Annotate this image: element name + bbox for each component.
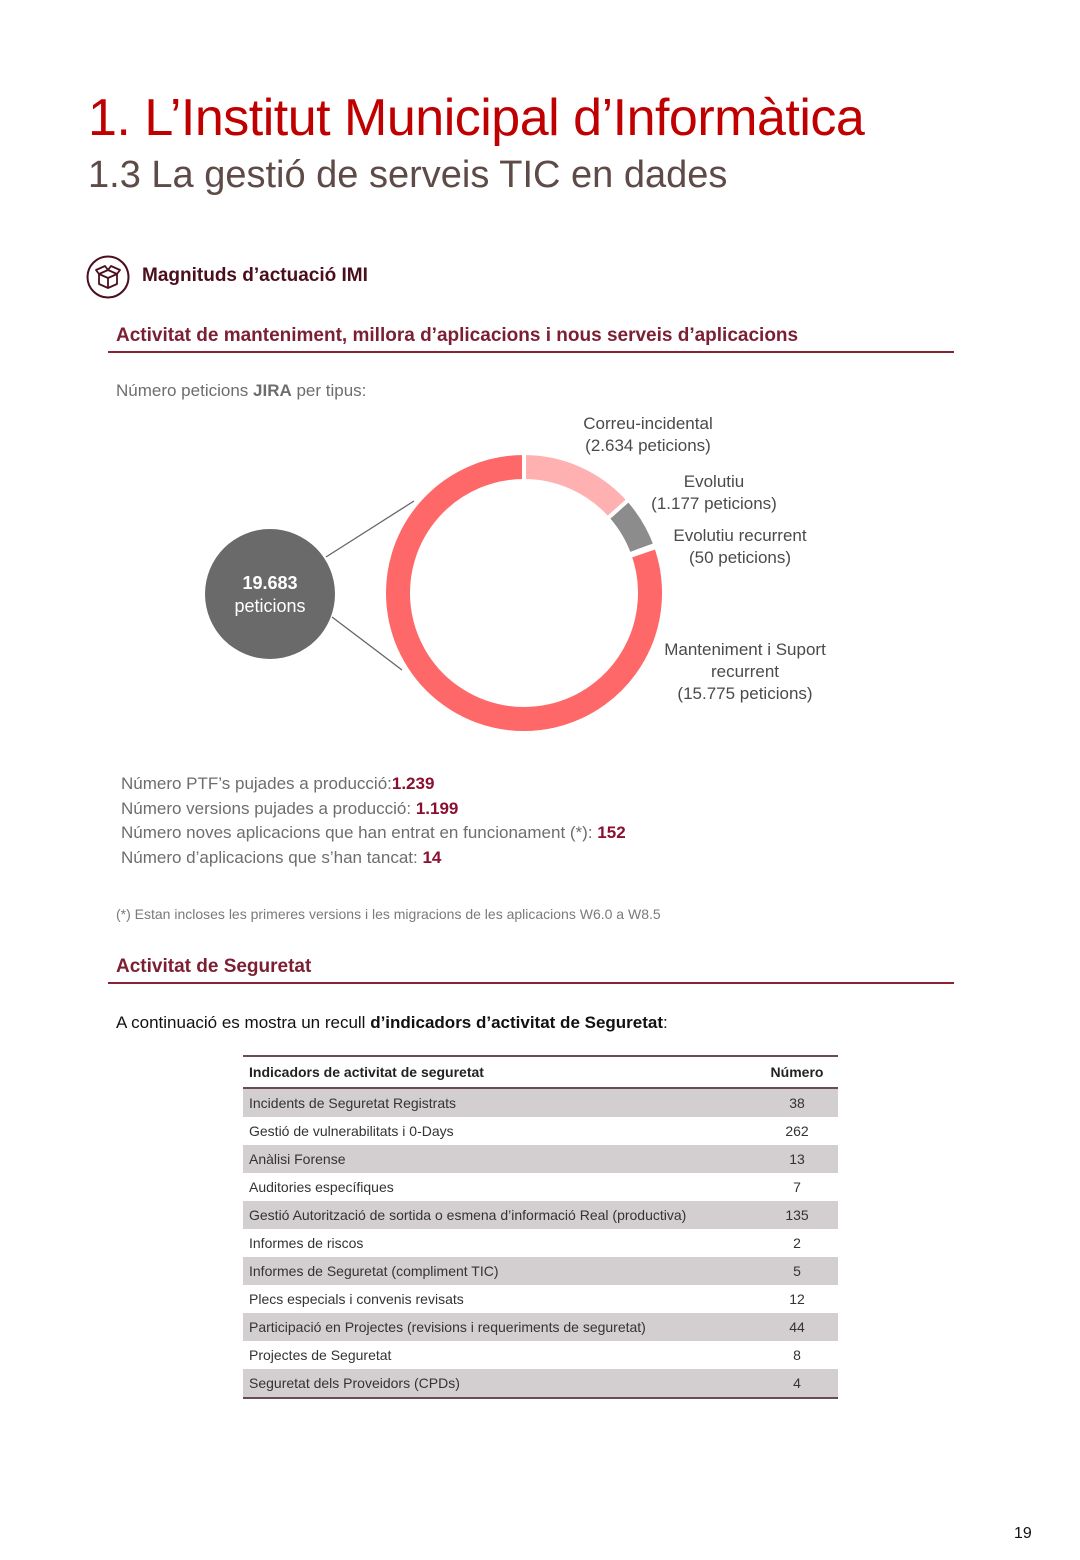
column-header-indicator: Indicadors de activitat de seguretat: [243, 1056, 756, 1088]
jira-label: [116, 381, 366, 401]
slice-name: Evolutiu: [683, 472, 745, 491]
row-label: Informes de Seguretat (compliment TIC): [243, 1257, 756, 1285]
jira-label-bold: JIRA: [253, 381, 292, 400]
footnote: (*) Estan incloses les primeres versions i les migracions de les aplicacions W6.0 a W8.5: [116, 906, 661, 922]
section-divider: [108, 982, 954, 984]
slice-name: Evolutiu recurrent: [673, 526, 807, 545]
row-value: 38: [756, 1088, 838, 1117]
table-row: [243, 1173, 838, 1201]
row-label: Plecs especials i convenis revisats: [249, 1291, 464, 1307]
total-bubble: [205, 529, 335, 659]
row-value: 44: [756, 1313, 838, 1341]
page-subtitle: 1.3 La gestió de serveis TIC en dades: [88, 154, 728, 196]
row-label: Gestió de vulnerabilitats i 0-Days: [249, 1123, 454, 1139]
slice-name-line2: recurrent: [710, 662, 780, 681]
metric-item: [121, 821, 626, 846]
row-value: 4: [756, 1369, 838, 1398]
table-row: [243, 1257, 838, 1285]
metric-label: Número PTF’s pujades a producció:: [121, 774, 392, 793]
row-label: Incidents de Seguretat Registrats: [243, 1088, 756, 1117]
slice-value: (50 peticions): [688, 548, 792, 567]
total-unit: peticions: [234, 596, 306, 616]
slice-name: Correu-incidental: [583, 414, 713, 433]
table-row: [243, 1201, 838, 1229]
row-label: Seguretat dels Proveidors (CPDs): [243, 1369, 756, 1398]
row-label: Projectes de Seguretat: [249, 1347, 392, 1363]
row-value: 13: [756, 1145, 838, 1173]
metric-item: [121, 772, 626, 797]
jira-donut-chart: [0, 400, 1080, 750]
row-value: 12: [789, 1291, 805, 1307]
table-row: [243, 1145, 838, 1173]
metric-value: 14: [422, 847, 442, 867]
row-value: 7: [793, 1179, 801, 1195]
row-label: Anàlisi Forense: [243, 1145, 756, 1173]
section-security-title: Activitat de Seguretat: [116, 956, 312, 977]
table-row: [243, 1117, 838, 1145]
magnituds-title: Magnituds d’actuació IMI: [142, 265, 368, 286]
slice-label-evolutiu: [634, 471, 794, 515]
slice-label-manteniment: [650, 639, 840, 705]
jira-label-prefix: Número peticions: [116, 381, 254, 400]
row-label: Informes de riscos: [249, 1235, 364, 1251]
slice-label-correu: [568, 413, 728, 457]
row-label: Gestió Autorització de sortida o esmena d’informació Real (productiva): [243, 1201, 756, 1229]
metric-item: [121, 846, 626, 871]
security-intro: [116, 1013, 668, 1033]
table-row: [243, 1369, 838, 1398]
slice-value: (1.177 peticions): [651, 494, 777, 513]
metric-label: Número noves aplicacions que han entrat en funcionament (*):: [121, 823, 598, 842]
page-title: 1. L’Institut Municipal d’Informàtica: [88, 89, 865, 147]
slice-name-line1: Manteniment i Suport: [664, 640, 826, 659]
table-row: [243, 1229, 838, 1257]
security-indicators-table: [243, 1055, 838, 1399]
metric-value: 1.199: [415, 798, 459, 818]
slice-label-evolutiu-recurrent: [655, 525, 825, 569]
row-value: 5: [756, 1257, 838, 1285]
page-number: 19: [1014, 1525, 1032, 1542]
table-row: [243, 1088, 838, 1117]
row-value: 262: [785, 1123, 809, 1139]
section-divider: [108, 351, 954, 353]
table-header-row: [243, 1056, 838, 1088]
slice-value: (15.775 peticions): [677, 684, 813, 703]
metric-label: Número d’aplicacions que s’han tancat:: [121, 847, 423, 867]
metrics-list: [121, 772, 626, 870]
section-maintenance-title: Activitat de manteniment, millora d’aplicacions i nous serveis d’aplicacions: [116, 325, 799, 346]
row-label: Auditories específiques: [249, 1179, 394, 1195]
intro-prefix: A continuació es mostra un recull: [116, 1013, 371, 1032]
donut-slice-correu-incidental: [524, 453, 629, 518]
intro-bold: d’indicadors d’activitat de Seguretat: [370, 1013, 664, 1032]
metric-item: [121, 797, 626, 822]
row-label: Participació en Projectes (revisions i requeriments de seguretat): [243, 1313, 756, 1341]
metric-value: 1.239: [391, 774, 435, 793]
metric-value: 152: [597, 823, 626, 842]
total-value: 19.683: [242, 573, 298, 593]
metric-label: Número versions pujades a producció:: [121, 798, 416, 818]
slice-value: (2.634 peticions): [585, 436, 711, 455]
table-row: [243, 1313, 838, 1341]
row-value: 2: [793, 1235, 801, 1251]
intro-suffix: :: [663, 1013, 668, 1032]
table-row: [243, 1341, 838, 1369]
row-value: 8: [793, 1347, 801, 1363]
table-row: [243, 1285, 838, 1313]
column-header-number: Número: [756, 1056, 838, 1088]
row-value: 135: [756, 1201, 838, 1229]
jira-label-suffix: per tipus:: [291, 381, 367, 400]
open-box-icon: [86, 255, 130, 299]
